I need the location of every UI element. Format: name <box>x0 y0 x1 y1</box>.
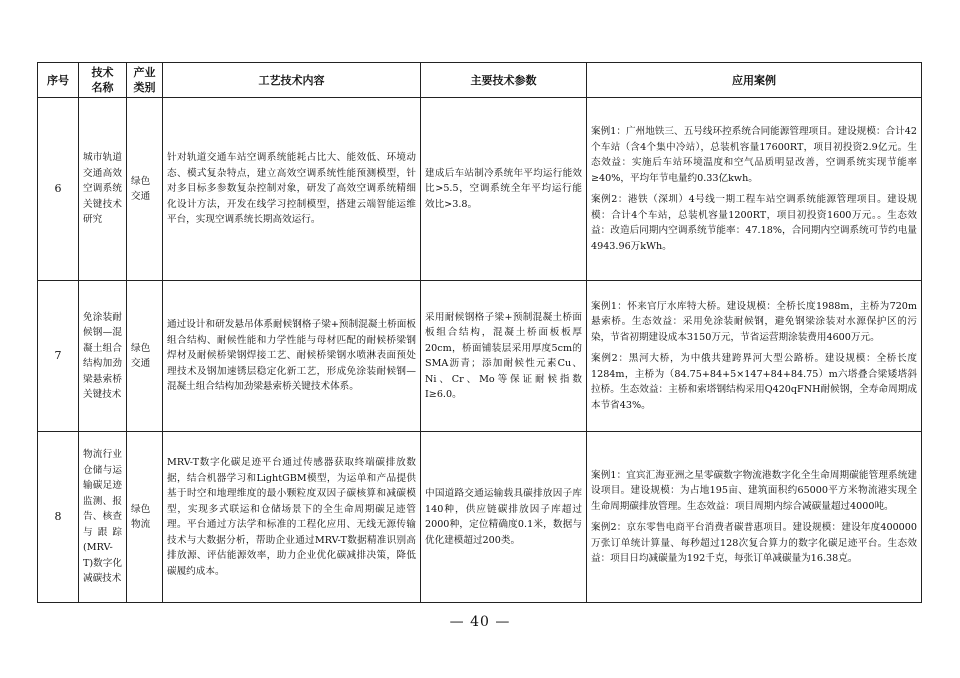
case-item: 案例2：港铁（深圳）4号线一期工程车站空调系统能源管理项目。建设规模：合计4个车站，总装机容量1200RT，项目初投资1600万元。。生态效益：改造后同期内空调系统节能率：47.18%，合同期内空调系统可节约电量4943.96万kWh。 <box>591 194 917 252</box>
table-header-row <box>38 63 922 98</box>
application-cases <box>587 98 922 281</box>
header-params: 主要技术参数 <box>421 63 587 98</box>
tech-name: 物流行业仓储与运输碳足迹监测、报告、核查与跟踪(MRV-T)数字化减碳技术 <box>79 432 127 603</box>
row-index: 8 <box>38 432 79 603</box>
row-index: 6 <box>38 98 79 281</box>
case-item: 案例1：广州地铁三、五号线环控系统合同能源管理项目。建设规模：合计42个车站（含4个集中冷站），总装机容量17600RT，项目初投资2.9亿元。生态效益：实施后车站环境温度和空气品质明显改善，空调系统实现节能率≥40%，平均年节电量约0.33亿kwh。 <box>591 126 917 184</box>
header-category <box>127 63 163 98</box>
header-content: 工艺技术内容 <box>163 63 421 98</box>
tech-name: 免涂装耐候钢—混凝土组合结构加劲梁悬索桥关键技术 <box>79 281 127 432</box>
application-cases <box>587 281 922 432</box>
industry-category: 绿色交通 <box>127 281 163 432</box>
technology-table-page <box>37 62 921 603</box>
main-params: 中国道路交通运输载具碳排放因子库140种，供应链碳排放因子库超过2000种，定位精确度0.1米，数据与优化建模超过200类。 <box>421 432 587 603</box>
page-number: — 40 — <box>449 614 511 630</box>
header-index: 序号 <box>38 63 79 98</box>
table-row <box>38 432 922 603</box>
main-params: 建成后车站制冷系统年平均运行能效比>5.5，空调系统全年平均运行能效比>3.8。 <box>421 98 587 281</box>
process-content: 针对轨道交通车站空调系统能耗占比大、能效低、环境动态、模式复杂特点，建立高效空调系统性能预测模型，针对多目标多参数复杂控制对象，研发了高效空调系统精细化设计方法，开发在线学习控制模型，搭建云端智能运维平台，实现空调系统长期高效运行。 <box>163 98 421 281</box>
case-item: 案例1：宜宾汇海亚洲之星零碳数字物流港数字化全生命周期碳能管理系统建设项目。建设规模：为占地195亩、建筑面积约65000平方米物流港实现全生命周期碳排放管理。生态效益：项目周期内综合减碳量超过4000吨。 <box>591 469 917 512</box>
header-category-text: 产业 类别 <box>133 66 156 94</box>
case-item: 案例2：京东零售电商平台消费者碳普惠项目。建设规模：建设年度400000万张订单统计算量、每秒超过128次复合算力的数字化碳足迹平台。生态效益：项目日均减碳量为192千克，每张订单减碳量为16.38克。 <box>591 522 917 564</box>
row-index: 7 <box>38 281 79 432</box>
application-cases <box>587 432 922 603</box>
process-content: MRV-T数字化碳足迹平台通过传感器获取终端碳排放数据，结合机器学习和LightGBM模型，为运单和产品提供基于时空和地理维度的最小颗粒度双因子碳核算和减碳模型，实现多式联运和仓储场景下的全生命周期碳足迹管理。平台通过方法学和标准的工程化应用、无线无源传输技术与大数据分析，帮助企业通过MRV-T数据精准识别高排放源、评估能源效率，助力企业优化碳减排决策，降低碳履约成本。 <box>163 432 421 603</box>
header-tech-name <box>79 63 127 98</box>
industry-category: 绿色交通 <box>127 98 163 281</box>
table-row <box>38 281 922 432</box>
case-item: 案例1：怀来官厅水库特大桥。建设规模：全桥长度1988m，主桥为720m悬索桥。生态效益：采用免涂装耐候钢，避免钢梁涂装对水源保护区的污染，节省初期建设成本3150万元，节省运营期涂装费用4600万元。 <box>591 300 917 343</box>
table-row <box>38 98 922 281</box>
case-item: 案例2：黑河大桥，为中俄共建跨界河大型公路桥。建设规模：全桥长度1284m，主桥为（84.75+84+5×147+84+84.75）m六塔叠合梁矮塔斜拉桥。生态效益：主桥和索塔钢结构采用Q420qFNH耐候钢，全寿命周期成本节省43%。 <box>591 353 917 411</box>
process-content: 通过设计和研发悬吊体系耐候钢格子梁+预制混凝土桥面板组合结构、耐候性能和力学性能与母材匹配的耐候桥梁钢焊材及耐候桥梁钢焊接工艺、耐候桥梁钢水喷淋表面预处理技术及钢加速锈层稳定化新工艺，形成免涂装耐候钢—混凝土组合结构加劲梁悬索桥关键技术体系。 <box>163 281 421 432</box>
industry-category: 绿色物流 <box>127 432 163 603</box>
main-params: 采用耐候钢格子梁+预制混凝土桥面板组合结构，混凝土桥面板板厚20cm，桥面铺装层采用厚度5cm的SMA沥青；添加耐候性元素Cu、Ni、Cr、Mo等保证耐候指数I≥6.0。 <box>421 281 587 432</box>
technology-table <box>37 62 922 603</box>
tech-name: 城市轨道交通高效空调系统关键技术研究 <box>79 98 127 281</box>
header-cases: 应用案例 <box>587 63 922 98</box>
header-tech-name-text: 技术 名称 <box>91 66 114 94</box>
